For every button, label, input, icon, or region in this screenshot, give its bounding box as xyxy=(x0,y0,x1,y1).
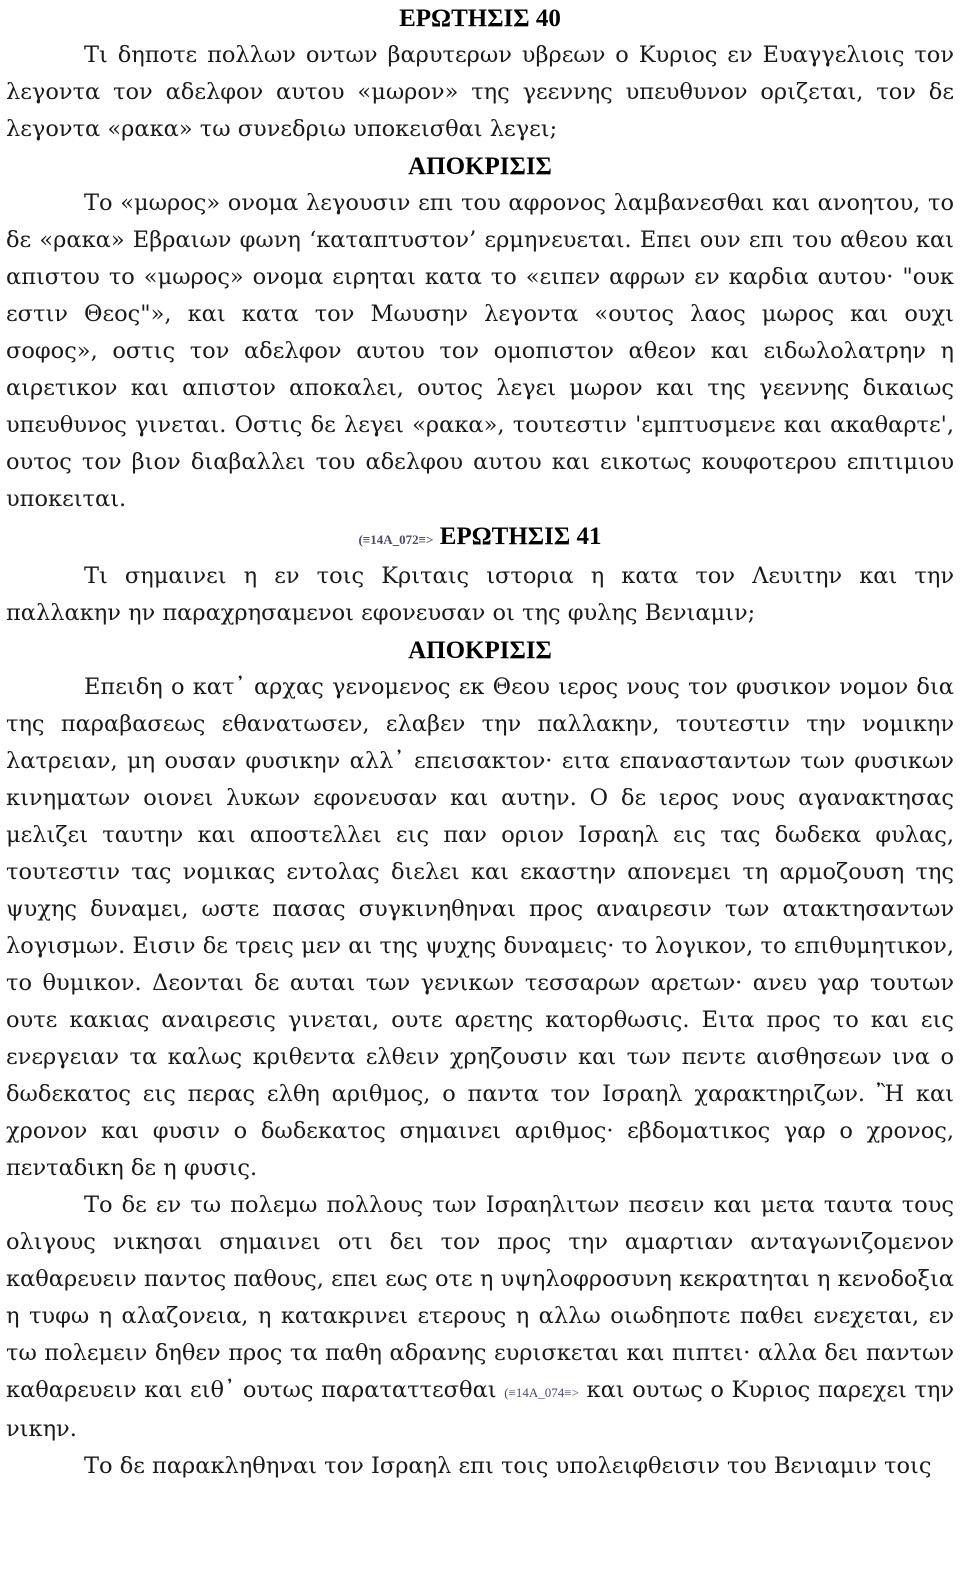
answer-41-paragraph-3-start: Το δε παρακληθηναι τον Ισραηλ επι τοις υπολειφθεισιν του Βενιαμιν τοις xyxy=(84,1453,932,1479)
page-marker-074: (≡14A_074≡> xyxy=(504,1385,579,1400)
answer-41-paragraph-1: Επειδη ο κατ᾽ αρχας γενομενος εκ Θεου ιερος νους τον φυσικον νομον δια της παραβασεως εθανατωσεν, ελαβεν την παλλακην, τουτεστιν την νομικην λατρειαν, μη ουσαν φυσικην αλλ᾽ επεισακτον· ειτα επανασταντων των φυσικων κινηματων οιονει λυκων εφονευσαν και αυτην. Ο δε ιερος νους αγανακτησας μελιζει ταυτην και αποστελλει εις παν οριον Ισραηλ εις τας δωδεκα φυλας, τουτεστιν τας νομικας εντολας διελει και εκαστην απονεμει τη αρμοζουση της ψυχης δυναμει, ωστε πασας συγκινηθηναι προς αναιρεσιν των ατακτησαντων λογισμων. Εισιν δε τρεις μεν αι της ψυχης δυναμεις· το λογικον, το επιθυμητικον, το θυμικον. Δεονται δε αυται των γενικων τεσσαρων αρετων· ανευ γαρ τουτων ουτε κακιας αναιρεσις γινεται, ουτε αρετης κατορθωσις. Ειτα προς το και εις ενεργειαν τα καλως κριθεντα ελθειν χρηζουσιν και των πεντε αισθησεων ινα ο δωδεκατος εις περας ελθη αριθμος, ο παντα τον Ισραηλ χαρακτηριζων. Ἢ και χρονον και φυσιν ο δωδεκατος σημαινει αριθμος· εβδοματικος γαρ ο χρονος, πενταδικη δε η φυσις. xyxy=(6,674,954,1181)
question-41-heading xyxy=(6,518,954,558)
page-marker-072: (≡14A_072≡> xyxy=(358,532,434,547)
answer-41-paragraph-2-end: και ουτως ο Κυριος παρεχει την νικην. xyxy=(6,1377,955,1442)
question-40-heading: ΕΡΩΤΗΣΙΣ 40 xyxy=(399,5,561,32)
answer-40-heading: ΑΠΟΚΡΙΣΙΣ xyxy=(408,153,552,180)
answer-41-paragraph-2-text: Το δε εν τω πολεμω πολλους των Ισραηλιτων πεσειν και μετα ταυτα τους ολιγους νικησαι σημαινει οτι δει τον προς την αμαρτιαν ανταγωνιζομενον καθαρευειν παντος παθους, επει εως οτε η υψηλοφροσυνη κεκρατηται η κενοδοξια η τυφω η αλαζονεια, η κατακρινει ετερους η αλλω οιωδηποτε παθει ενεχεται, εν τω πολεμειν δηθεν προς τα παθη αδρανης ευρισκεται και πιπτει· αλλα δει παντων καθαρευειν και ειθ᾽ ουτως παραταττεσθαι xyxy=(6,1192,954,1403)
answer-41-paragraph-2 xyxy=(6,1187,954,1448)
answer-41-heading: ΑΠΟΚΡΙΣΙΣ xyxy=(408,637,552,664)
answer-40-text: Το «μωρος» ονομα λεγουσιν επι του αφρονος λαμβανεσθαι και ανοητου, το δε «ρακα» Εβραιων φωνη ‘καταπτυστον’ ερμηνευεται. Επει ουν επι του αθεου και απιστου το «μωρος» ονομα ειρηται κατα το «ειπεν αφρων εν καρδια αυτου· "ουκ εστιν Θεος"», και κατα τον Μωυσην λεγοντα «ουτος λαος μωρος και ουχι σοφος», οστις τον αδελφον αυτου τον ομοπιστον αθεον και ειδωλολατρην η αιρετικον και απιστον αποκαλει, ουτος λεγει μωρον και της γεεννης δικαιως υπευθυνος γινεται. Οστις δε λεγει «ρακα», τουτεστιν 'εμπτυσμενε και ακαθαρτε', ουτος τον βιον διαβαλλει του αδελφου αυτου και εικοτως κουφοτερου επιτιμιου υποκειται. xyxy=(6,190,954,512)
question-41-title: ΕΡΩΤΗΣΙΣ 41 xyxy=(439,523,602,550)
question-40-text: Τι δηποτε πολλων οντων βαρυτερων υβρεων ο Κυριος εν Ευαγγελιοις τον λεγοντα τον αδελφον αυτου «μωρον» της γεεννης υπευθυνον οριζεται, τον δε λεγοντα «ρακα» τω συνεδριω υποκεισθαι λεγει; xyxy=(6,42,954,142)
question-41-text: Τι σημαινει η εν τοις Κριταις ιστορια η κατα τον Λευιτην και την παλλακην ην παραχρησαμενοι εφονευσαν οι της φυλης Βενιαμιν; xyxy=(6,563,954,626)
